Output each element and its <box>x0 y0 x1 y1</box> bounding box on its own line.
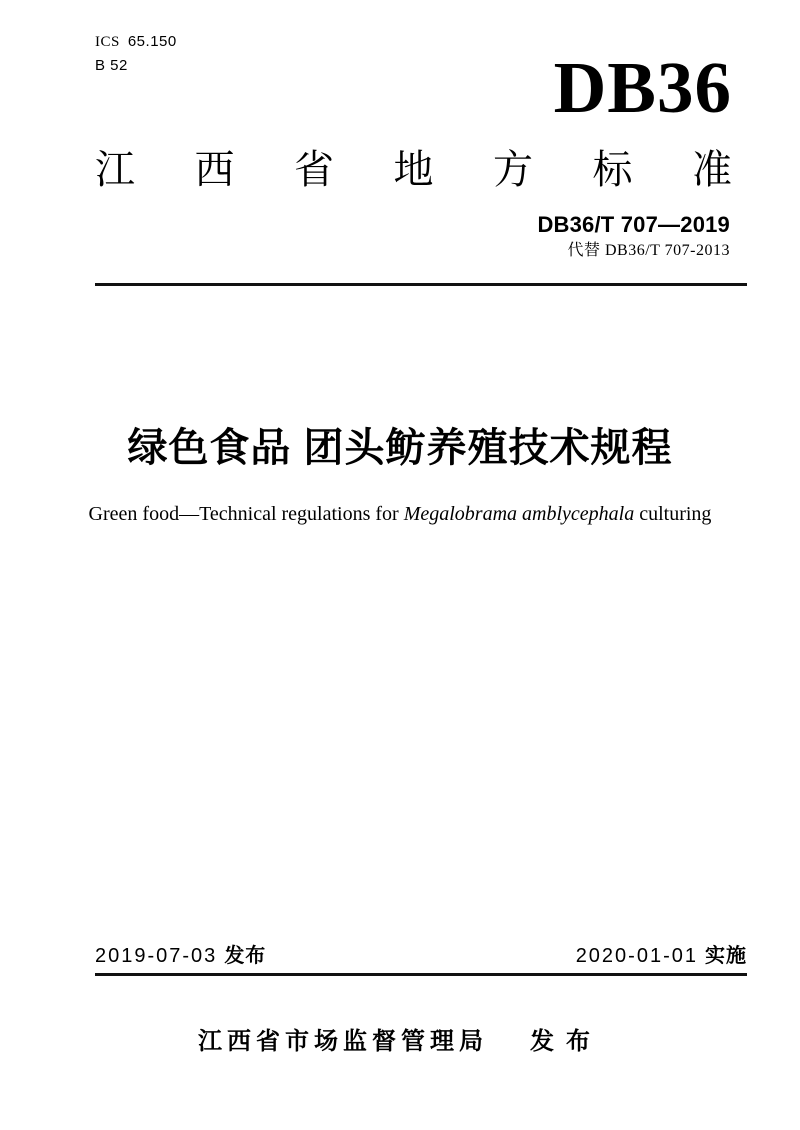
standard-name <box>95 147 732 193</box>
implement-date: 2020-01-01 <box>575 945 698 967</box>
publisher-row <box>0 1027 800 1057</box>
title-chinese: 绿色食品 团头鲂养殖技术规程 <box>127 426 673 470</box>
issue-date-group <box>95 943 266 970</box>
standard-name-char: 准 <box>692 148 732 192</box>
title-english-suffix: culturing <box>634 503 712 525</box>
standard-name-char: 地 <box>393 148 434 192</box>
publish-label: 发布 <box>530 1028 602 1055</box>
ics-line <box>95 30 177 54</box>
title-english-prefix: Green food—Technical regulations for <box>88 503 404 525</box>
implement-date-group <box>576 943 747 970</box>
replaces-note: 代替 DB36/T 707-2013 <box>567 242 730 259</box>
classification-block <box>95 30 177 77</box>
species-latin-name: Megalobrama amblycephala <box>403 503 635 525</box>
header-rule <box>95 283 747 286</box>
implement-label: 实施 <box>705 945 747 967</box>
ics-prefix: ICS <box>95 34 120 50</box>
standard-name-char: 方 <box>493 148 533 192</box>
standard-name-char: 标 <box>592 148 633 192</box>
footer-rule <box>95 973 747 976</box>
title-english <box>0 501 800 527</box>
standard-name-char: 江 <box>95 148 135 192</box>
classification-code: B 52 <box>95 57 128 74</box>
issue-label: 发布 <box>224 945 267 967</box>
standard-name-char: 省 <box>294 148 334 192</box>
issue-date: 2019-07-03 <box>95 945 218 967</box>
ics-code: 65.150 <box>127 33 177 50</box>
dates-row <box>95 943 747 970</box>
standard-name-char: 西 <box>194 148 235 192</box>
db36-logo: DB36 <box>553 47 732 128</box>
standard-number: DB36/T 707—2019 <box>537 212 730 237</box>
publisher-name: 江西省市场监督管理局 <box>198 1028 488 1055</box>
